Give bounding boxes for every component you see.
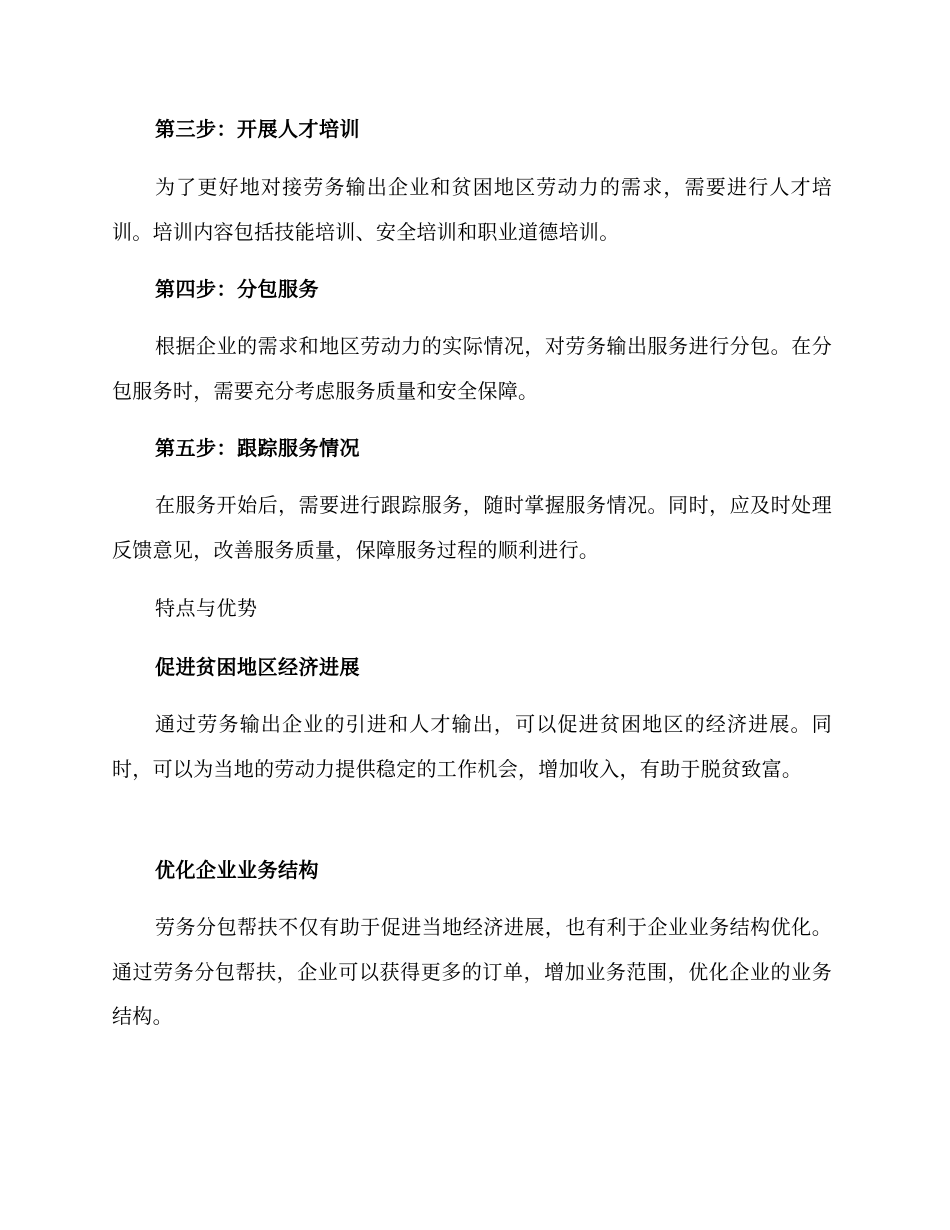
step3-paragraph: 为了更好地对接劳务输出企业和贫困地区劳动力的需求，需要进行人才培训。培训内容包括技能培训、安全培训和职业道德培训。 (112, 175, 832, 244)
feature2-heading: 优化企业业务结构 (155, 858, 319, 882)
step5-paragraph: 在服务开始后，需要进行跟踪服务，随时掌握服务情况。同时，应及时处理反馈意见，改善服务质量，保障服务过程的顺利进行。 (112, 493, 832, 562)
step5-heading: 第五步：跟踪服务情况 (155, 436, 360, 460)
step3-heading: 第三步：开展人才培训 (155, 117, 360, 141)
feature1-heading: 促进贫困地区经济进展 (155, 655, 360, 679)
step4-heading: 第四步：分包服务 (155, 277, 319, 301)
step4-paragraph: 根据企业的需求和地区劳动力的实际情况，对劳务输出服务进行分包。在分包服务时，需要充分考虑服务质量和安全保障。 (112, 334, 832, 403)
feature1-paragraph: 通过劳务输出企业的引进和人才输出，可以促进贫困地区的经济进展。同时，可以为当地的劳动力提供稳定的工作机会，增加收入，有助于脱贫致富。 (112, 712, 832, 781)
features-title: 特点与优势 (155, 596, 258, 620)
feature2-paragraph: 劳务分包帮扶不仅有助于促进当地经济进展，也有利于企业业务结构优化。通过劳务分包帮扶，企业可以获得更多的订单，增加业务范围，优化企业的业务结构。 (112, 915, 832, 1028)
